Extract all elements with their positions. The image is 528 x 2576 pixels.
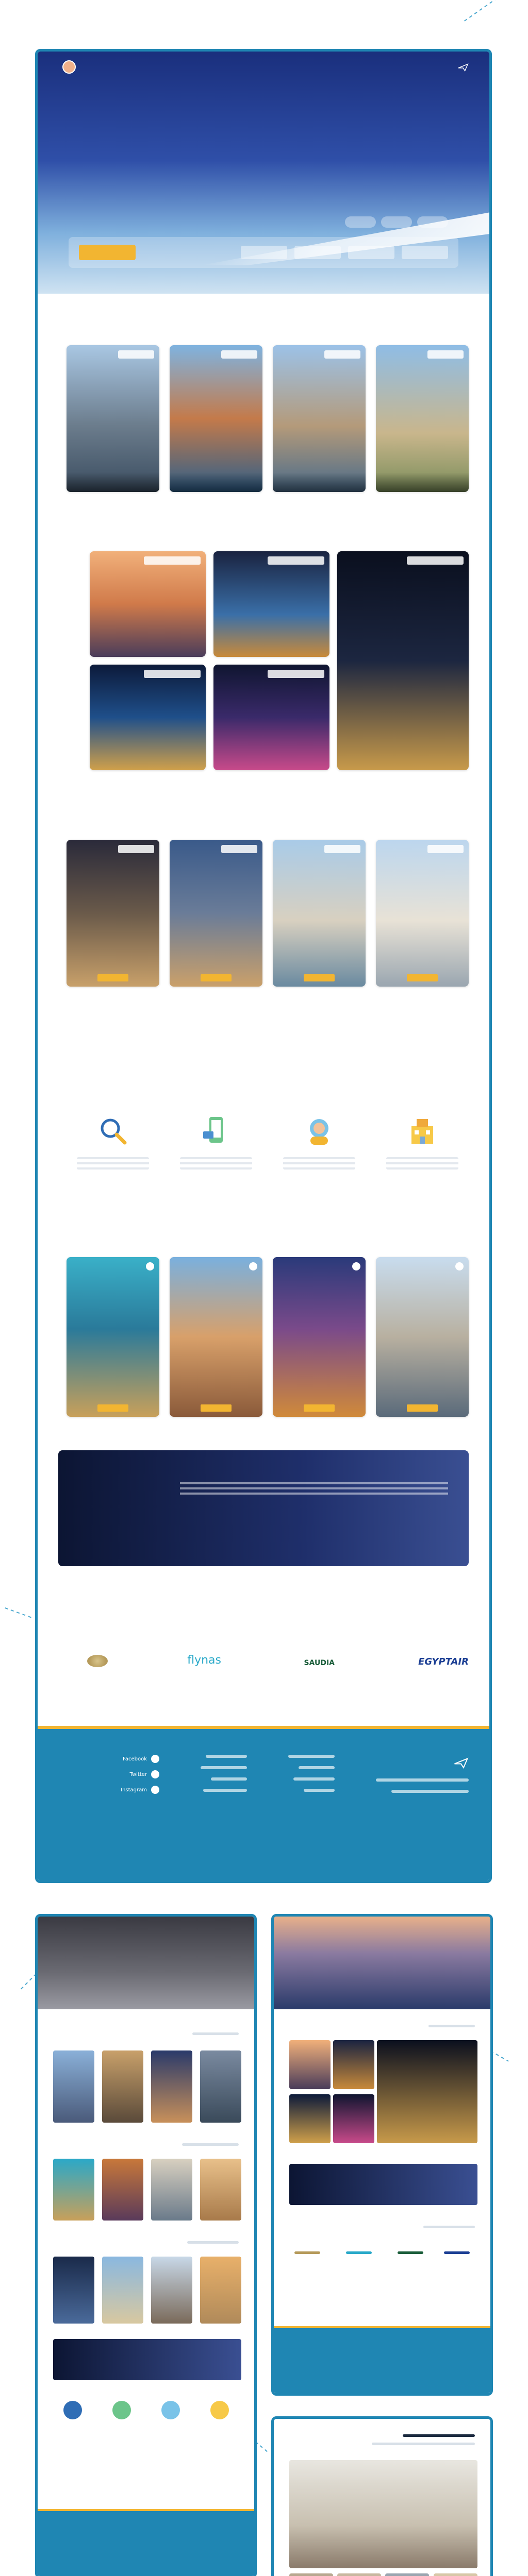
location-pin-icon (146, 1262, 154, 1270)
offer-card[interactable] (333, 2094, 374, 2143)
card-caption (67, 472, 159, 492)
footer-about (366, 1755, 469, 1801)
thumb-card[interactable] (102, 2257, 143, 2324)
feature-description (283, 1157, 355, 1170)
banner-description (180, 1482, 448, 1496)
location-pin-icon (352, 1262, 360, 1270)
hero-image (38, 1917, 254, 2009)
popular-card[interactable] (273, 1257, 366, 1417)
user-profile[interactable] (58, 60, 76, 74)
hotel-icon (404, 1113, 440, 1149)
offer-card[interactable] (90, 551, 206, 657)
thumb-card[interactable] (53, 2050, 94, 2123)
promo-banner[interactable] (53, 2339, 241, 2380)
desktop-home-frame (35, 49, 492, 1883)
view-button[interactable] (201, 1404, 232, 1412)
airline-logo-other[interactable] (87, 1655, 108, 1667)
gallery-thumb[interactable] (337, 2573, 381, 2576)
tab-trips[interactable] (345, 216, 376, 228)
offer-card[interactable] (289, 2094, 331, 2143)
thumb-card[interactable] (151, 2050, 192, 2123)
feature-icon (210, 2401, 229, 2419)
destination-badge (324, 350, 360, 359)
from-field[interactable] (402, 246, 448, 259)
search-bar (69, 237, 458, 268)
offer-card[interactable] (289, 2040, 331, 2089)
tab-hotels[interactable] (381, 216, 412, 228)
hotel-badge (324, 845, 360, 853)
popular-card[interactable] (376, 1257, 469, 1417)
top-navigation (38, 52, 489, 82)
footer-link[interactable] (211, 1777, 247, 1781)
book-button[interactable] (201, 974, 232, 981)
destination-badge (221, 350, 257, 359)
offer-card[interactable] (377, 2040, 477, 2143)
gallery-thumb[interactable] (289, 2573, 333, 2576)
thumb-card[interactable] (151, 2257, 192, 2324)
mobile-booking-icon (198, 1113, 234, 1149)
to-field[interactable] (348, 246, 394, 259)
hotel-badge (118, 845, 154, 853)
feature-item (273, 1113, 366, 1170)
offer-card[interactable] (90, 665, 206, 770)
footer-link[interactable] (293, 1777, 335, 1781)
search-tabs (345, 216, 448, 228)
view-button[interactable] (407, 1404, 438, 1412)
card-caption (170, 472, 262, 492)
support-agent-icon (301, 1113, 337, 1149)
hotel-badge (221, 845, 257, 853)
destination-badge (427, 350, 464, 359)
feature-item (170, 1113, 262, 1170)
destination-card[interactable] (67, 345, 159, 492)
footer-link[interactable] (201, 1766, 247, 1769)
facebook-icon (151, 1755, 159, 1763)
site-footer (38, 2509, 254, 2576)
date-field[interactable] (294, 246, 341, 259)
feature-description (77, 1157, 149, 1170)
offer-badge (407, 556, 464, 565)
hero-section (38, 52, 489, 294)
offer-badge (144, 670, 201, 678)
promo-banner[interactable] (58, 1450, 469, 1566)
hotel-details-frame (271, 2416, 493, 2576)
footer-link[interactable] (288, 1755, 335, 1758)
gallery-thumb[interactable] (385, 2573, 429, 2576)
airline-logo-egyptair[interactable]: EGYPTAIR (418, 1656, 469, 1667)
tab-flights[interactable] (417, 216, 448, 228)
social-link-facebook[interactable]: Facebook (87, 1755, 159, 1763)
view-button[interactable] (304, 1404, 335, 1412)
feature-icon (112, 2401, 131, 2419)
thumb-card[interactable] (102, 2159, 143, 2221)
gallery-thumb[interactable] (434, 2573, 477, 2576)
popular-card[interactable] (170, 1257, 262, 1417)
hotel-card[interactable] (170, 840, 262, 987)
feature-description (180, 1157, 252, 1170)
thumb-card[interactable] (151, 2159, 192, 2221)
book-button[interactable] (407, 974, 438, 981)
decorative-dash-line (5, 1607, 34, 1619)
hotel-main-photo (289, 2460, 477, 2568)
book-button[interactable] (304, 974, 335, 981)
hotel-card[interactable] (376, 840, 469, 987)
feature-item (376, 1113, 469, 1170)
hotel-badge (427, 845, 464, 853)
offer-card-large[interactable] (337, 551, 469, 770)
feature-item (67, 1113, 159, 1170)
footer-links (185, 1755, 247, 1800)
instagram-icon (151, 1786, 159, 1794)
airplane-logo-icon[interactable] (457, 61, 469, 73)
offer-card[interactable] (333, 2040, 374, 2089)
hotel-card[interactable] (273, 840, 366, 987)
search-icon (95, 1113, 131, 1149)
destination-card[interactable] (273, 345, 366, 492)
footer-link[interactable] (299, 1766, 335, 1769)
hero-image (274, 1917, 490, 2009)
airplane-logo-icon (453, 1755, 469, 1770)
card-caption (273, 472, 366, 492)
offer-card[interactable] (213, 665, 329, 770)
feature-icon (63, 2401, 82, 2419)
social-link-twitter[interactable]: Twitter (87, 1770, 159, 1778)
offer-badge (144, 556, 201, 565)
avatar[interactable] (62, 60, 76, 74)
offer-badge (268, 556, 324, 565)
thumb-card[interactable] (53, 2159, 94, 2221)
footer-social (87, 1755, 159, 1801)
flights-page-frame (271, 1914, 493, 2396)
popular-card[interactable] (67, 1257, 159, 1417)
hotel-card[interactable] (67, 840, 159, 987)
promo-banner[interactable] (289, 2164, 477, 2205)
offer-badge (268, 670, 324, 678)
location-pin-icon (455, 1262, 464, 1270)
destination-card[interactable] (376, 345, 469, 492)
thumb-card[interactable] (200, 2257, 241, 2324)
thumb-card[interactable] (53, 2257, 94, 2324)
airline-logo-flynas[interactable]: flynas (187, 1654, 221, 1667)
site-footer (38, 1726, 489, 1883)
twitter-icon (151, 1770, 159, 1778)
offer-card[interactable] (213, 551, 329, 657)
footer-link[interactable] (203, 1789, 247, 1792)
destination-card[interactable] (170, 345, 262, 492)
travellers-field[interactable] (241, 246, 287, 259)
location-pin-icon (249, 1262, 257, 1270)
social-link-instagram[interactable]: Instagram (87, 1786, 159, 1794)
site-footer (274, 2326, 490, 2396)
airline-logo-saudia[interactable]: SAUDIA (304, 1659, 335, 1667)
card-caption (376, 472, 469, 492)
footer-link[interactable] (304, 1789, 335, 1792)
decorative-dash-line (464, 0, 503, 22)
footer-links (273, 1755, 335, 1800)
destination-badge (118, 350, 154, 359)
thumb-card[interactable] (102, 2050, 143, 2123)
feature-icon (161, 2401, 180, 2419)
feature-description (386, 1157, 458, 1170)
footer-link[interactable] (206, 1755, 247, 1758)
view-button[interactable] (97, 1404, 128, 1412)
thumb-card[interactable] (200, 2050, 241, 2123)
book-button[interactable] (97, 974, 128, 981)
thumb-card[interactable] (200, 2159, 241, 2221)
hotels-page-frame (35, 1914, 257, 2576)
search-button[interactable] (79, 245, 136, 260)
